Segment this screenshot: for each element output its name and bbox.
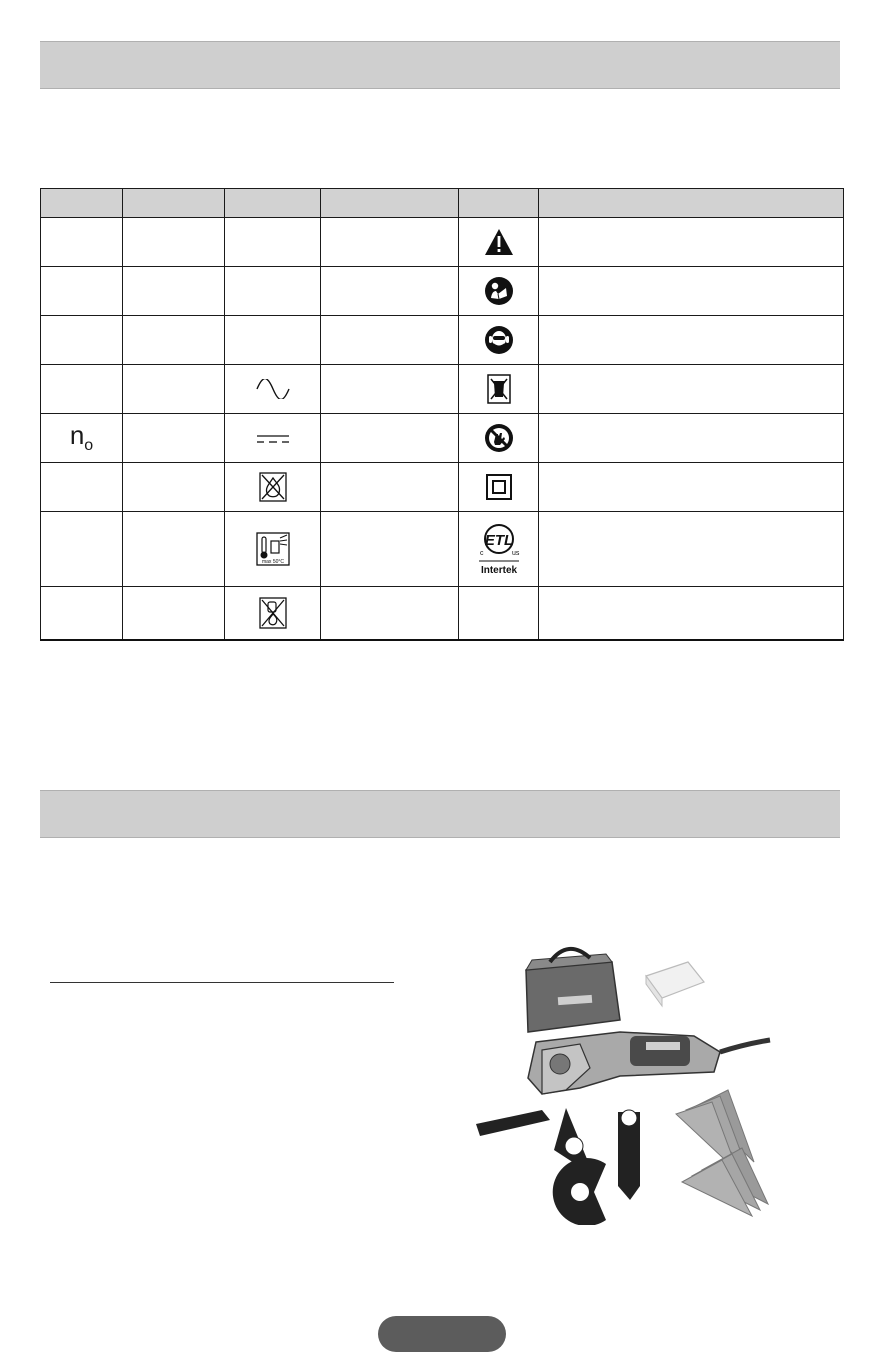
table-cell-desc (539, 463, 844, 512)
table-header (321, 189, 459, 218)
etl-us: us (511, 550, 519, 557)
table-cell-desc (539, 414, 844, 463)
table-row (41, 267, 844, 316)
table-cell (321, 463, 459, 512)
symbols-table (40, 188, 844, 641)
etl-c: c (479, 550, 483, 557)
double-insulation-icon (486, 474, 512, 500)
table-cell (41, 218, 123, 267)
read-manual-icon (484, 276, 514, 306)
table-cell-desc (539, 365, 844, 414)
table-cell (321, 267, 459, 316)
table-header-row (41, 189, 844, 218)
table-cell-desc (539, 218, 844, 267)
table-row (41, 218, 844, 267)
table-header (123, 189, 225, 218)
table-cell (41, 512, 123, 587)
table-row (41, 365, 844, 414)
table-cell (123, 414, 225, 463)
symbol-cell (459, 512, 539, 587)
alternating-current-icon (255, 379, 291, 399)
table-cell (459, 587, 539, 641)
section-bar-symbols (40, 41, 840, 89)
symbol-cell (459, 267, 539, 316)
table-cell (225, 316, 321, 365)
table-cell (123, 463, 225, 512)
table-row (41, 414, 844, 463)
table-row (41, 463, 844, 512)
table-row (41, 587, 844, 641)
table-row (41, 512, 844, 587)
table-cell (123, 218, 225, 267)
warning-triangle-icon (484, 228, 514, 256)
table-header (459, 189, 539, 218)
table-row (41, 316, 844, 365)
table-header (539, 189, 844, 218)
table-cell (123, 365, 225, 414)
no-burn-icon (259, 597, 287, 629)
etl-mark: ETL (484, 532, 513, 549)
product-kit-illustration (470, 940, 780, 1225)
table-cell (41, 365, 123, 414)
symbol-cell (459, 218, 539, 267)
direct-current-icon (255, 432, 291, 446)
no-fire-icon (259, 472, 287, 502)
no-symbol-letter: n (69, 420, 85, 451)
no-load-speed-symbol (41, 414, 123, 463)
table-cell (321, 218, 459, 267)
intertek-label: Intertek (480, 565, 517, 576)
temperature-limit-icon (256, 532, 290, 566)
table-cell (321, 587, 459, 641)
table-cell (321, 512, 459, 587)
etl-intertek-icon (475, 517, 523, 581)
table-header (41, 189, 123, 218)
protective-equipment-icon (484, 325, 514, 355)
table-cell (123, 587, 225, 641)
symbol-cell (459, 365, 539, 414)
table-cell-desc (539, 512, 844, 587)
page-number-badge (378, 1316, 506, 1352)
symbol-cell (459, 316, 539, 365)
symbol-cell (459, 414, 539, 463)
underline-rule (50, 982, 394, 983)
table-header (225, 189, 321, 218)
table-cell (41, 587, 123, 641)
table-cell (123, 267, 225, 316)
temperature-label: max 50°C (261, 559, 284, 565)
table-cell-desc (539, 267, 844, 316)
table-cell (123, 512, 225, 587)
mounted-blade (476, 1110, 550, 1136)
no-hand-icon (484, 423, 514, 453)
crossed-bin-icon (487, 374, 511, 404)
table-cell (321, 316, 459, 365)
symbol-cell (225, 414, 321, 463)
section-bar-contents (40, 790, 840, 838)
symbol-cell (225, 463, 321, 512)
table-cell (41, 316, 123, 365)
table-cell (321, 365, 459, 414)
sanding-sheets (676, 1090, 768, 1216)
symbol-cell (225, 365, 321, 414)
table-cell (321, 414, 459, 463)
no-symbol-sub: o (84, 437, 94, 455)
table-cell-desc (539, 587, 844, 641)
table-cell (225, 267, 321, 316)
table-cell (123, 316, 225, 365)
symbol-cell (459, 463, 539, 512)
table-cell (41, 463, 123, 512)
symbol-cell (225, 512, 321, 587)
table-cell (225, 218, 321, 267)
table-cell-desc (539, 316, 844, 365)
table-cell (41, 267, 123, 316)
symbol-cell (225, 587, 321, 641)
